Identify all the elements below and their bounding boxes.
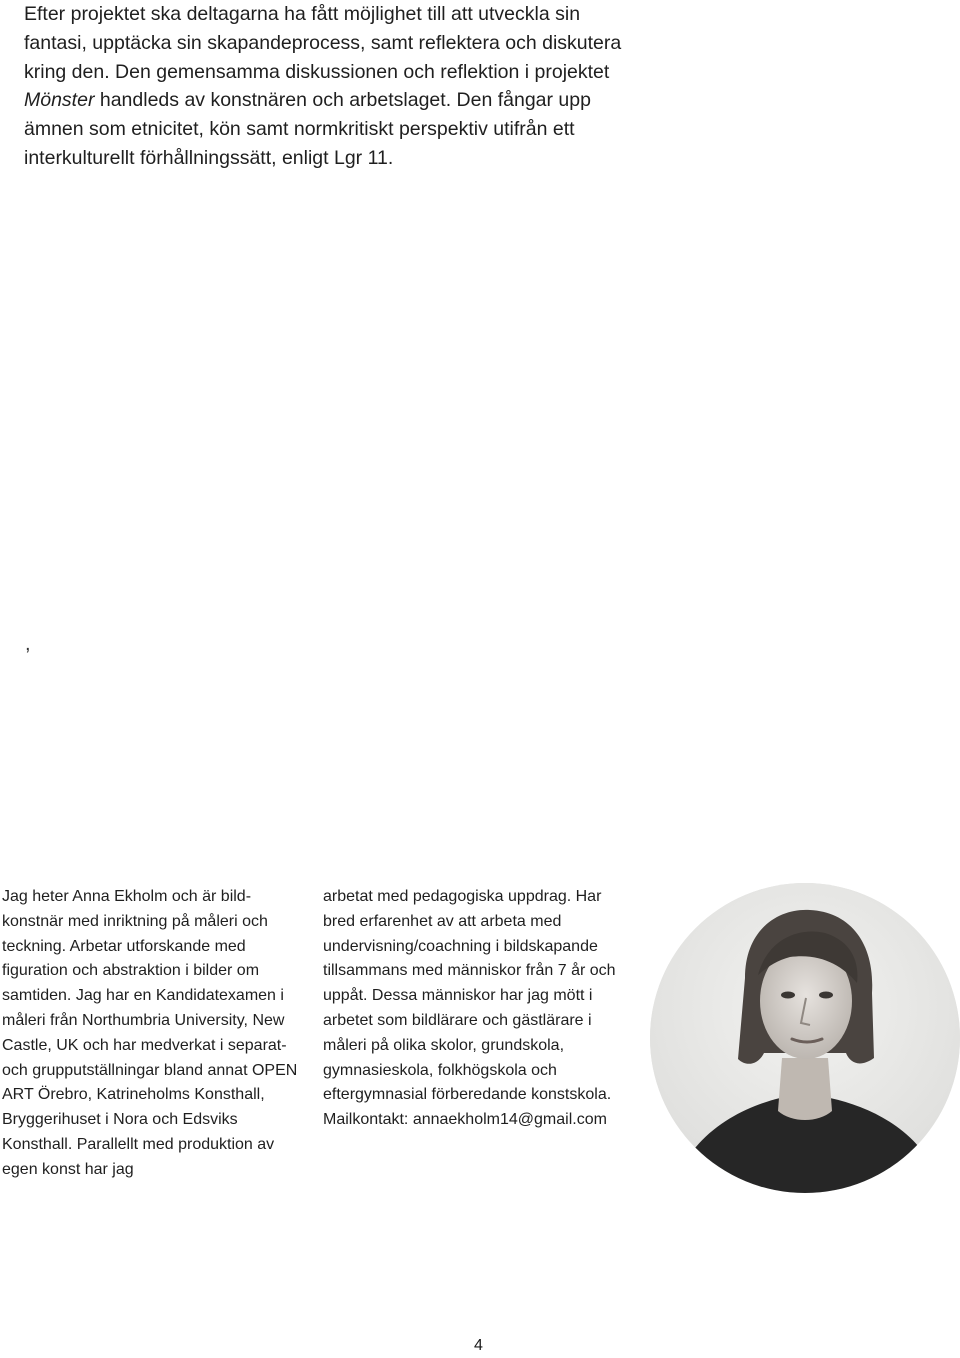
bio-right-column: arbetat med pedagogiska uppdrag. Har bred erfarenhet av att arbeta med undervisning/coachning i bildskapande tillsammans med människor från 7 år och uppåt. Dessa människor har jag mött i arbetet som bildlärare och gästlärare i måleri på olika skolor, grundskola, gymnasieskola, folkhögskola och eftergymnasial förberedande konstskola. Mailkontakt: annaekholm14@gmail.com [323, 888, 616, 1129]
project-title-italic: Mönster [24, 89, 95, 112]
bio-left-column: Jag heter Anna Ekholm och är bild-konstnär med inriktning på måleri och teckning. Arbetar utforskande med figuration och abstraktion i bilder om samtiden. Jag har en Kandidatexamen i måleri från Northumbria University, New Castle, UK och har medverkat i separat- och grupputställningar bland annat OPEN ART Örebro, Katrineholms Konsthall, Bryggerihuset i Nora och Edsviks Konsthall. Parallellt med produktion av egen konst har jag [2, 888, 298, 1178]
intro-paragraph [24, 0, 644, 173]
page-number: 4 [474, 1337, 483, 1354]
portrait-illustration [650, 883, 960, 1193]
intro-text-end: handleds av konstnären och arbetslaget. Den fångar upp ämnen som etnicitet, kön samt normkritiskt perspektiv utifrån ett interkulturellt förhållningssätt, enligt Lgr 11. [24, 89, 591, 169]
intro-text-start: Efter projektet ska deltagarna ha fått möjlighet till att utveckla sin fantasi, upptäcka sin skapandeprocess, samt reflektera och diskutera kring den. Den gemensamma diskussionen och reflektion i projektet [24, 3, 622, 83]
artist-portrait-photo [650, 883, 960, 1193]
stray-comma: , [25, 633, 31, 655]
